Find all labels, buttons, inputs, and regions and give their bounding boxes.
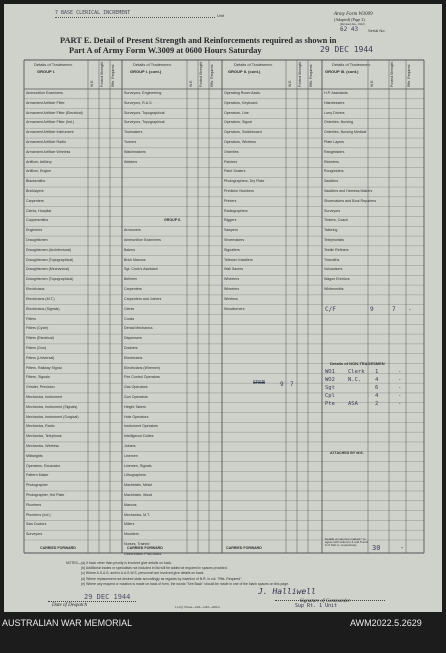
table-row-label: Coppersmiths (26, 218, 49, 223)
rank-entry-n1: 4 (375, 393, 379, 399)
col-group3cont: GROUP III. (cont.) (325, 69, 359, 74)
rank-entry-n1: 4 (375, 377, 379, 383)
hw-cf: C/F (325, 306, 336, 313)
table-row-label: Welders (124, 159, 138, 164)
table-row-label: Saw Doctors (26, 522, 47, 527)
table-row-label: Plate Layers (324, 140, 344, 145)
form-revised: (Revised Jan., 1942) (340, 22, 365, 26)
table-row-label: Mechanics, Radio (26, 424, 55, 429)
table-row-label: Draughtsmen (Mechanical) (26, 267, 70, 272)
table-row-label: Dispensers (124, 336, 142, 341)
table-row-label: Wagon Erectors (324, 277, 350, 282)
rank-entry-rank: Pte (325, 401, 335, 407)
table-row-label: Grinder, Precision (26, 385, 55, 390)
rank-entry-n2: - (398, 401, 402, 407)
hw-total-posted: - (400, 544, 405, 552)
carried-forward-3: CARRIED FORWARD (226, 546, 262, 550)
rank-entry-name: N.C. (348, 377, 362, 383)
col-header-required: Rfts. Required. (407, 63, 411, 87)
table-row-label: Printers (224, 198, 237, 203)
col-group2cont: GROUP II. (cont.) (228, 69, 261, 74)
table-row-label: Fitters (Electrical) (26, 336, 54, 341)
col-header-posted: Posted Strength. (298, 60, 302, 87)
rank-entry-rank: Cpl (325, 393, 335, 399)
table-row-label: Surveyors, Topographical (124, 120, 165, 125)
rank-entry-rank: Sgt (325, 385, 335, 391)
table-row-label: Wireless (224, 296, 238, 301)
note-line: (e) Where any request or notation is made on back of form, the words "See Back" should be made in one of the blank spaces on this page. (81, 581, 290, 586)
page-title-line2: Part A of Army Form W.3009 at 0600 Hours Saturday (69, 46, 262, 55)
table-row-label: Clerks, Hospital (26, 208, 52, 213)
table-row-label: Electricians (Signals) (26, 306, 60, 311)
table-row-label: Shoemakers and Boot Repairers (324, 198, 377, 203)
hw-cf-3: - (408, 306, 412, 313)
rank-entry-n2: - (398, 393, 402, 399)
table-row-label: Wheelers (224, 277, 240, 282)
table-row-label: Textile Refiners (324, 247, 349, 252)
table-row-label: Millers (124, 522, 135, 527)
table-row-label: Armament Artificer Fitter (Ind.) (26, 120, 75, 125)
table-row-label: Bricklayers (26, 189, 44, 194)
table-row-label: Mechanics, Instrument (Signals) (26, 404, 78, 409)
table-row-label: Toolmakers (124, 130, 143, 135)
table-row-label: Telecom Installers (224, 257, 253, 262)
col-group1: GROUP I. (37, 69, 55, 74)
table-row-label: Moulders (124, 532, 139, 537)
table-row-label: Hairdressers (324, 100, 345, 105)
rank-entry-n1: 6 (375, 385, 379, 391)
table-row-label: Machinists, Metal (124, 483, 152, 488)
table-row-label: Fitters, Railway Signal (26, 365, 62, 370)
table-row-label: Draughtsmen (Architectural) (26, 247, 71, 252)
table-row-label: Dental Mechanics (124, 326, 153, 331)
serial-label: Serial No. (368, 28, 386, 33)
hw-clerk-posted: 7 (290, 381, 294, 388)
table-row-label: Orderlies, Nursing Medical (324, 130, 367, 135)
table-row-label: Armament Artificer Fitter (Electrical) (26, 110, 83, 115)
hw-total-we: 30 (372, 544, 381, 552)
table-row-label: Signallers (224, 247, 240, 252)
table-row-label: Watchmakers (124, 149, 146, 154)
table-row-label: Riggers (224, 218, 237, 223)
col-header-required: Rfts. Required. (210, 63, 214, 87)
table-row-label: Fitters (Universal) (26, 355, 55, 360)
form-adapted: (Adapted) (Page 2) (334, 17, 365, 22)
table-row-label: Saddlers (324, 179, 339, 184)
caption-right: AWM2022.5.2629 (350, 618, 422, 628)
table-row-label: Electricians (M.T.) (26, 296, 55, 301)
table-row-label: H.P. Assistants (324, 91, 348, 95)
despatch-date: 29 DEC 1944 (84, 593, 131, 601)
table-row-label: Wheelers (224, 287, 240, 292)
table-row-label: Woodturners (224, 306, 245, 311)
table-row-label: Electricians (26, 287, 45, 292)
hw-clerk-struck: SRSB (253, 380, 266, 386)
hw-cf-2: 7 (392, 306, 396, 313)
note-line: NOTES—(a) If back other than priority is involved give details on back. (66, 561, 172, 565)
table-row-label: Sawyers (224, 228, 238, 233)
table-row-label: Hole Operators (124, 414, 149, 419)
table-row-label: Millwrights (26, 453, 43, 458)
rank-entry-n2: - (398, 369, 402, 375)
note-line: (b) Additional trades or specialists not included in list will be added at required in spaces provided. (81, 566, 228, 571)
table-row-label: Fitters, Signals (26, 375, 50, 380)
table-row-label: Operators, Line (224, 110, 249, 115)
col-detail-1: Details of Tradesmen. (34, 62, 73, 67)
table-row-label: Draughtsmen (Topographical) (26, 257, 74, 262)
table-row-label: Roughriders (324, 169, 344, 174)
rank-entry-name: ASA (348, 401, 358, 407)
table-row-label: Draughtsmen (26, 238, 48, 243)
signature-label: Signature of Commander (300, 599, 351, 604)
table-row-label: Fitters (Cycle) (26, 326, 49, 331)
table-row-label: Photographers, Dry Plate (224, 179, 265, 184)
table-row-label: Bellmen (124, 277, 137, 282)
table-row-label: Engineers (26, 228, 43, 233)
table-row-label: Lithographers (124, 473, 146, 478)
table-row-label: Fitters (Gun) (26, 345, 47, 350)
table-row-label: Tinsmiths (324, 257, 340, 262)
table-row-label: Operating Room Assts. (224, 91, 261, 95)
table-row-label: Ricketers (324, 159, 339, 164)
caption-left: AUSTRALIAN WAR MEMORIAL (2, 618, 133, 628)
table-row-label: Shoemakers (224, 238, 245, 243)
table-row-label: Electricians (124, 355, 143, 360)
table-row-label: Operators, Signal (224, 120, 252, 125)
table-row-label: Carpenters (26, 198, 44, 203)
table-row-label: Saddlers and Harness Makers (324, 189, 373, 194)
table-row-label: Plumbers (26, 502, 42, 507)
table-row-label: Fitters (26, 316, 36, 321)
table-row-label: Surveyors (26, 532, 43, 537)
table-row-label: Surveyors, R.A.S. (124, 100, 153, 105)
table-row-label: Sgt. Cook's Assistant (124, 267, 158, 272)
table-row-label: Lorry Drivers (324, 110, 345, 115)
table-row-label: Artificer, Artillery (26, 159, 52, 164)
table-row-label: Nurses, Trained (124, 542, 150, 546)
table-row-label: Armament Artificer Wireless (26, 149, 71, 154)
table-row-label: Intelligence Duties (124, 434, 154, 439)
table-row-label: Tailoring (324, 228, 338, 233)
table-row-label: Wall Savers (224, 267, 244, 272)
carried-forward-1: CARRIED FORWARD (40, 546, 76, 550)
hw-clerk-we: 9 (280, 381, 284, 388)
col-detail-3: Details of Tradesmen. (234, 62, 273, 67)
table-row-label: Predictor Numbers (224, 189, 254, 194)
table-row-label: Operators, Switchboard (224, 130, 262, 135)
table-row-label: Machinists, Wood (124, 492, 153, 497)
table-row-label: Carpenters (124, 287, 142, 292)
hw-cf-1: 9 (370, 306, 374, 313)
table-row-label: Gas Operators (124, 385, 148, 390)
date-stamp: 29 DEC 1944 (320, 45, 373, 54)
table-row-label: Operators, Wireless (224, 140, 256, 145)
col-header-posted: Posted Strength. (100, 60, 104, 87)
table-row-label: Mechanics, Instrument (Surgical) (26, 414, 79, 419)
table-row-label: Blacksmiths (26, 179, 46, 184)
despatch-label: Date of Despatch (52, 603, 87, 608)
note-line: (d) Where replacement not desired state accordingly as regards by insertion of N.R. in col. "Rfts. Required". (81, 576, 243, 581)
col-detail-2: Details of Tradesmen. (133, 62, 172, 67)
col-header-we: W.E. (288, 79, 292, 87)
table-row-label: Whitesmiths (324, 287, 344, 292)
table-row-label: GROUP II. (164, 218, 182, 223)
table-row-label: Instrument Operators (124, 424, 158, 429)
table-row-label: Linemen (124, 453, 138, 458)
table-row-label: Mechanics, Wireless (26, 443, 59, 448)
table-row-label: Plumbers (Ind.) (26, 512, 51, 517)
table-row-label: Turners (124, 140, 137, 145)
table-row-label: Mechanics, M.T. (124, 512, 150, 517)
table-row-label: Painters (224, 159, 238, 164)
table-row-label: Orderlies, Nursing (324, 120, 353, 125)
table-row-label: Pattern Maker (26, 473, 49, 478)
rank-entry-n2: - (398, 385, 402, 391)
table-row-label: Photographer, Hot Plate (26, 492, 65, 497)
col-header-posted: Posted Strength. (390, 60, 394, 87)
nontradesmen-title: Details of NON-TRADESMEN (330, 361, 385, 366)
table-row-label: Tinkers, Coach (324, 218, 349, 223)
table-row-label: Armament Artificer Fitter (26, 100, 65, 105)
carried-forward-2: CARRIED FORWARD (127, 546, 163, 550)
table-row-label: Height Takers (124, 404, 146, 409)
col-header-we: W.E. (189, 79, 193, 87)
table-row-label: Observation Post Assts. (124, 551, 163, 556)
col-header-we: W.E. (370, 79, 374, 87)
rank-entry-name: Clerk (348, 369, 365, 375)
table-row-label: Clerks (124, 306, 135, 311)
commander-title: Sup Rt. 1 Unit (295, 603, 338, 609)
table-row-label: Armourers (124, 228, 141, 233)
table-row-label: Vulcanisers (324, 267, 343, 272)
table-row-label: Operators, Excavator (26, 463, 60, 468)
commander-signature: J. Halliwell (258, 587, 316, 596)
table-row-label: Cooks (124, 316, 135, 321)
col-detail-4: Details of Tradesmen. (332, 62, 371, 67)
rank-entry-rank: WO2 (325, 377, 335, 383)
col-group1cont: GROUP I. (cont.) (130, 69, 162, 74)
table-row-label: Ammunition Examiners (26, 91, 63, 95)
table-row-label: Masons (124, 502, 137, 507)
rank-entry-n2: - (398, 377, 402, 383)
table-row-label: Radiographers (224, 208, 248, 213)
table-row-label: Telephonists (324, 238, 344, 243)
table-row-label: Armament Artificer Instrument (26, 130, 74, 135)
rank-entry-rank: WO1 (325, 369, 335, 375)
table-row-label: Gun Operators (124, 394, 148, 399)
table-row-label: Rangetakers (324, 149, 345, 154)
col-header-we: W.E. (90, 79, 94, 87)
page-title: PART E. Detail of Present Strength and Reinforcements required as shown in (60, 36, 337, 45)
table-row-label: Operators, Keyboard (224, 100, 258, 105)
table-row-label: Mechanics, Telephone (26, 434, 62, 439)
table-row-label: Surveyors (324, 208, 341, 213)
table-row-label: Carpenters and Joiners (124, 296, 162, 301)
col-header-posted: Posted Strength. (199, 60, 203, 87)
table-row-label: Brick Masons (124, 257, 146, 262)
table-row-label: Surveyors, Engineering (124, 91, 162, 95)
attached-by-we: ATTACHED BY W.E. (330, 451, 364, 455)
table-row-label: Surveyors, Topographical (124, 110, 165, 115)
rank-entry-n1: 1 (375, 369, 379, 375)
table-row-label: Photographer (26, 483, 48, 488)
table-row-label: Drainers (124, 345, 138, 350)
form-name: Army Form W3009 (334, 12, 373, 17)
serial-value: 62 43 (340, 26, 359, 33)
unit-stamp: 7 BASE CLERICAL INCREMENT (55, 10, 131, 16)
table-row-label: Armament Artificer Radio (26, 140, 66, 145)
table-row-label: Draughtsmen (Topographical) (26, 277, 74, 282)
table-row-label: Artificer, Engine (26, 169, 52, 174)
col-header-required: Rfts. Required. (309, 63, 313, 87)
table-row-label: Electricians (Wiremen) (124, 365, 161, 370)
table-row-label: Bakers (124, 247, 136, 252)
note-line: (c) Where A.S.A.S. and/or A.A.S.W.S. personnel are involved give details on back. (81, 571, 205, 576)
details-note: Details of columns marked * to agree with columns 4 and 5 and 6 of Part A, respectively. (325, 537, 368, 547)
table-row-label: Mechanics, Instrument (26, 394, 63, 399)
table-row-label: Orderlies (224, 149, 239, 154)
table-row-label: Linemen, Signals (124, 463, 152, 468)
table-row-label: Joiners (124, 443, 136, 448)
print-line: L.H.Q. Press—291—1/42—200m. (175, 605, 221, 609)
col-header-required: Rfts. Required. (111, 63, 115, 87)
table-row-label: Fire Control Operators (124, 375, 160, 380)
table-row-label: Ammunition Examiners (124, 238, 161, 243)
unit-label: Unit (217, 13, 225, 18)
caption-bar (0, 614, 446, 653)
rank-entry-n1: 2 (375, 401, 379, 407)
table-row-label: Paint Sealers (224, 169, 246, 174)
